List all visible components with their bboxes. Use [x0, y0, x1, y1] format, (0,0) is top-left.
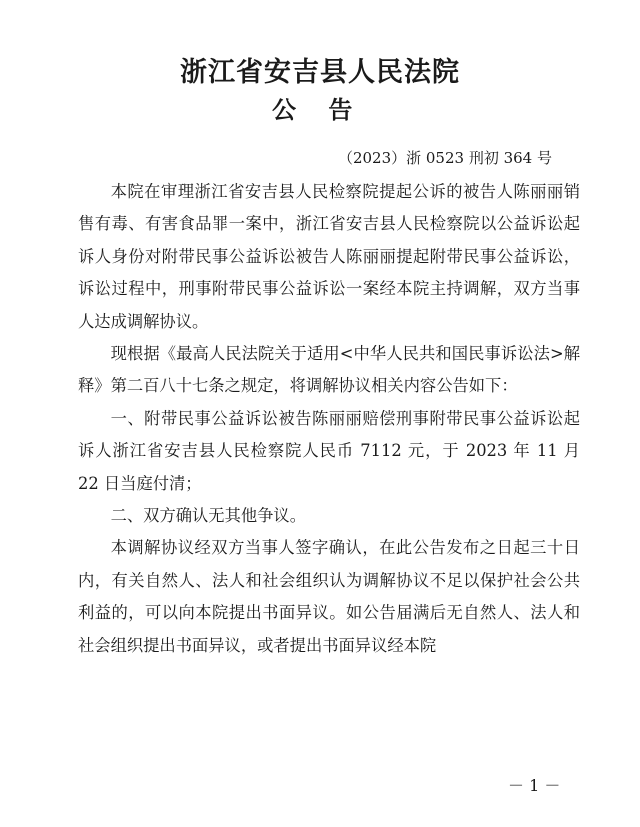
paragraph-trial-background: 本院在审理浙江省安吉县人民检察院提起公诉的被告人陈丽丽销售有毒、有害食品罪一案中，浙江省安吉县人民检察院以公益诉讼起诉人身份对附带民事公益诉讼被告人陈丽丽提起附带民事公益诉讼，诉讼过程中，刑事附带民事公益诉讼一案经本院主持调解，双方当事人达成调解协议。	[78, 182, 580, 331]
notice-body	[78, 176, 580, 662]
court-name: 浙江省安吉县人民法院	[180, 57, 460, 88]
notice-title: 公 告	[272, 95, 365, 124]
paragraph-term-compensation: 一、附带民事公益诉讼被告陈丽丽赔偿刑事附带民事公益诉讼起诉人浙江省安吉县人民检察院人民币 7112 元，于 2023 年 11 月 22 日当庭付清；	[78, 408, 580, 493]
case-number: （2023）浙 0523 刑初 364 号	[337, 149, 552, 167]
paragraph-legal-basis: 现根据《最高人民法院关于适用<中华人民共和国民事诉讼法>解释》第二百八十七条之规定，将调解协议相关内容公告如下：	[78, 344, 580, 396]
paragraph-term-no-dispute: 二、双方确认无其他争议。	[110, 506, 306, 526]
paragraph-objection-period: 本调解协议经双方当事人签字确认，在此公告发布之日起三十日内，有关自然人、法人和社会组织认为调解协议不足以保护社会公共利益的，可以向本院提出书面异议。如公告届满后无自然人、法人和社会组织提出书面异议，或者提出书面异议经本院	[78, 538, 580, 655]
page-number: － 1 －	[508, 776, 561, 795]
